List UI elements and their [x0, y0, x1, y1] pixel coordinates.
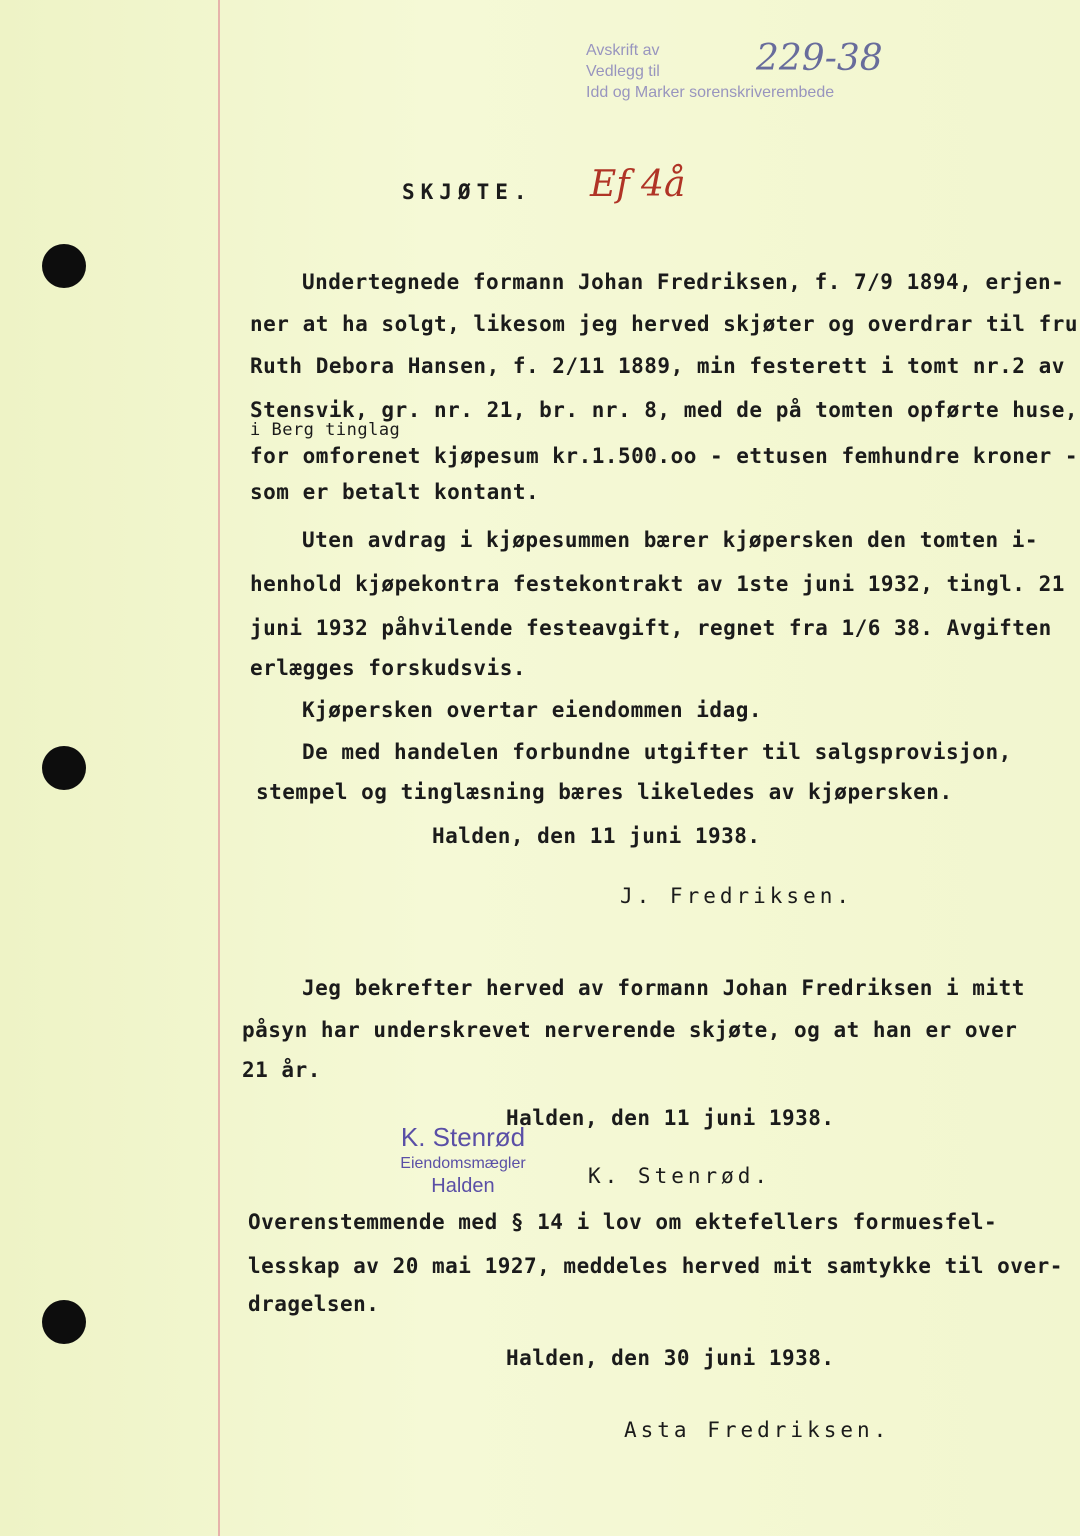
body-line: Stensvik, gr. nr. 21, br. nr. 8, med de på tomten opførte huse,	[250, 398, 1079, 422]
signature-line: Asta Fredriksen.	[624, 1418, 891, 1442]
body-line: henhold kjøpekontra festekontrakt av 1ste juni 1932, tingl. 21	[250, 572, 1065, 596]
punch-hole-bottom	[42, 1300, 86, 1344]
header-stamp-line1: Avskrift av	[586, 42, 660, 59]
header-stamp	[586, 40, 946, 103]
header-stamp-line2: Vedlegg til	[586, 63, 660, 80]
broker-stamp	[378, 1122, 548, 1198]
handwritten-title-note: Ef 4å	[590, 164, 686, 205]
body-line: Overenstemmende med § 14 i lov om ektefellers formuesfel-	[248, 1210, 998, 1234]
inserted-line: i Berg tinglag	[250, 420, 401, 440]
stamp-city: Halden	[431, 1175, 495, 1197]
body-line: 21 år.	[242, 1058, 321, 1082]
red-margin-line	[218, 0, 220, 1536]
body-line: De med handelen forbundne utgifter til salgsprovisjon,	[302, 740, 1012, 764]
date-line: Halden, den 30 juni 1938.	[506, 1346, 835, 1370]
body-line: påsyn har underskrevet nerverende skjøte, og at han er over	[242, 1018, 1018, 1042]
body-line: juni 1932 påhvilende festeavgift, regnet fra 1/6 38. Avgiften	[250, 616, 1052, 640]
stamp-title: Eiendomsmægler	[400, 1155, 526, 1172]
punch-hole-middle	[42, 746, 86, 790]
body-line: lesskap av 20 mai 1927, meddeles herved mit samtykke til over-	[248, 1254, 1063, 1278]
body-line: for omforenet kjøpesum kr.1.500.oo - ettusen femhundre kroner -	[250, 444, 1079, 468]
stamp-name: K. Stenrød	[400, 1122, 526, 1152]
signature-line: K. Stenrød.	[588, 1164, 772, 1188]
body-line: ner at ha solgt, likesom jeg herved skjøter og overdrar til fru	[250, 312, 1079, 336]
body-line: erlægges forskudsvis.	[250, 656, 527, 680]
signature-line: J. Fredriksen.	[620, 884, 854, 908]
document-title: SKJØTE.	[402, 180, 533, 204]
body-line: Uten avdrag i kjøpesummen bærer kjøpersken den tomten i-	[302, 528, 1039, 552]
body-line: stempel og tinglæsning bæres likeledes av kjøpersken.	[256, 780, 953, 804]
body-line: som er betalt kontant.	[250, 480, 540, 504]
body-line: Undertegnede formann Johan Fredriksen, f. 7/9 1894, erjen-	[302, 270, 1065, 294]
handwritten-number: 229-38	[756, 38, 883, 79]
date-line: Halden, den 11 juni 1938.	[506, 1106, 835, 1130]
punch-hole-top	[42, 244, 86, 288]
body-line: Ruth Debora Hansen, f. 2/11 1889, min festerett i tomt nr.2 av	[250, 354, 1065, 378]
body-line: dragelsen.	[248, 1292, 380, 1316]
body-line: Kjøpersken overtar eiendommen idag.	[302, 698, 763, 722]
date-line: Halden, den 11 juni 1938.	[432, 824, 761, 848]
body-line: Jeg bekrefter herved av formann Johan Fredriksen i mitt	[302, 976, 1025, 1000]
header-stamp-line3: Idd og Marker sorenskriverembede	[586, 84, 835, 101]
